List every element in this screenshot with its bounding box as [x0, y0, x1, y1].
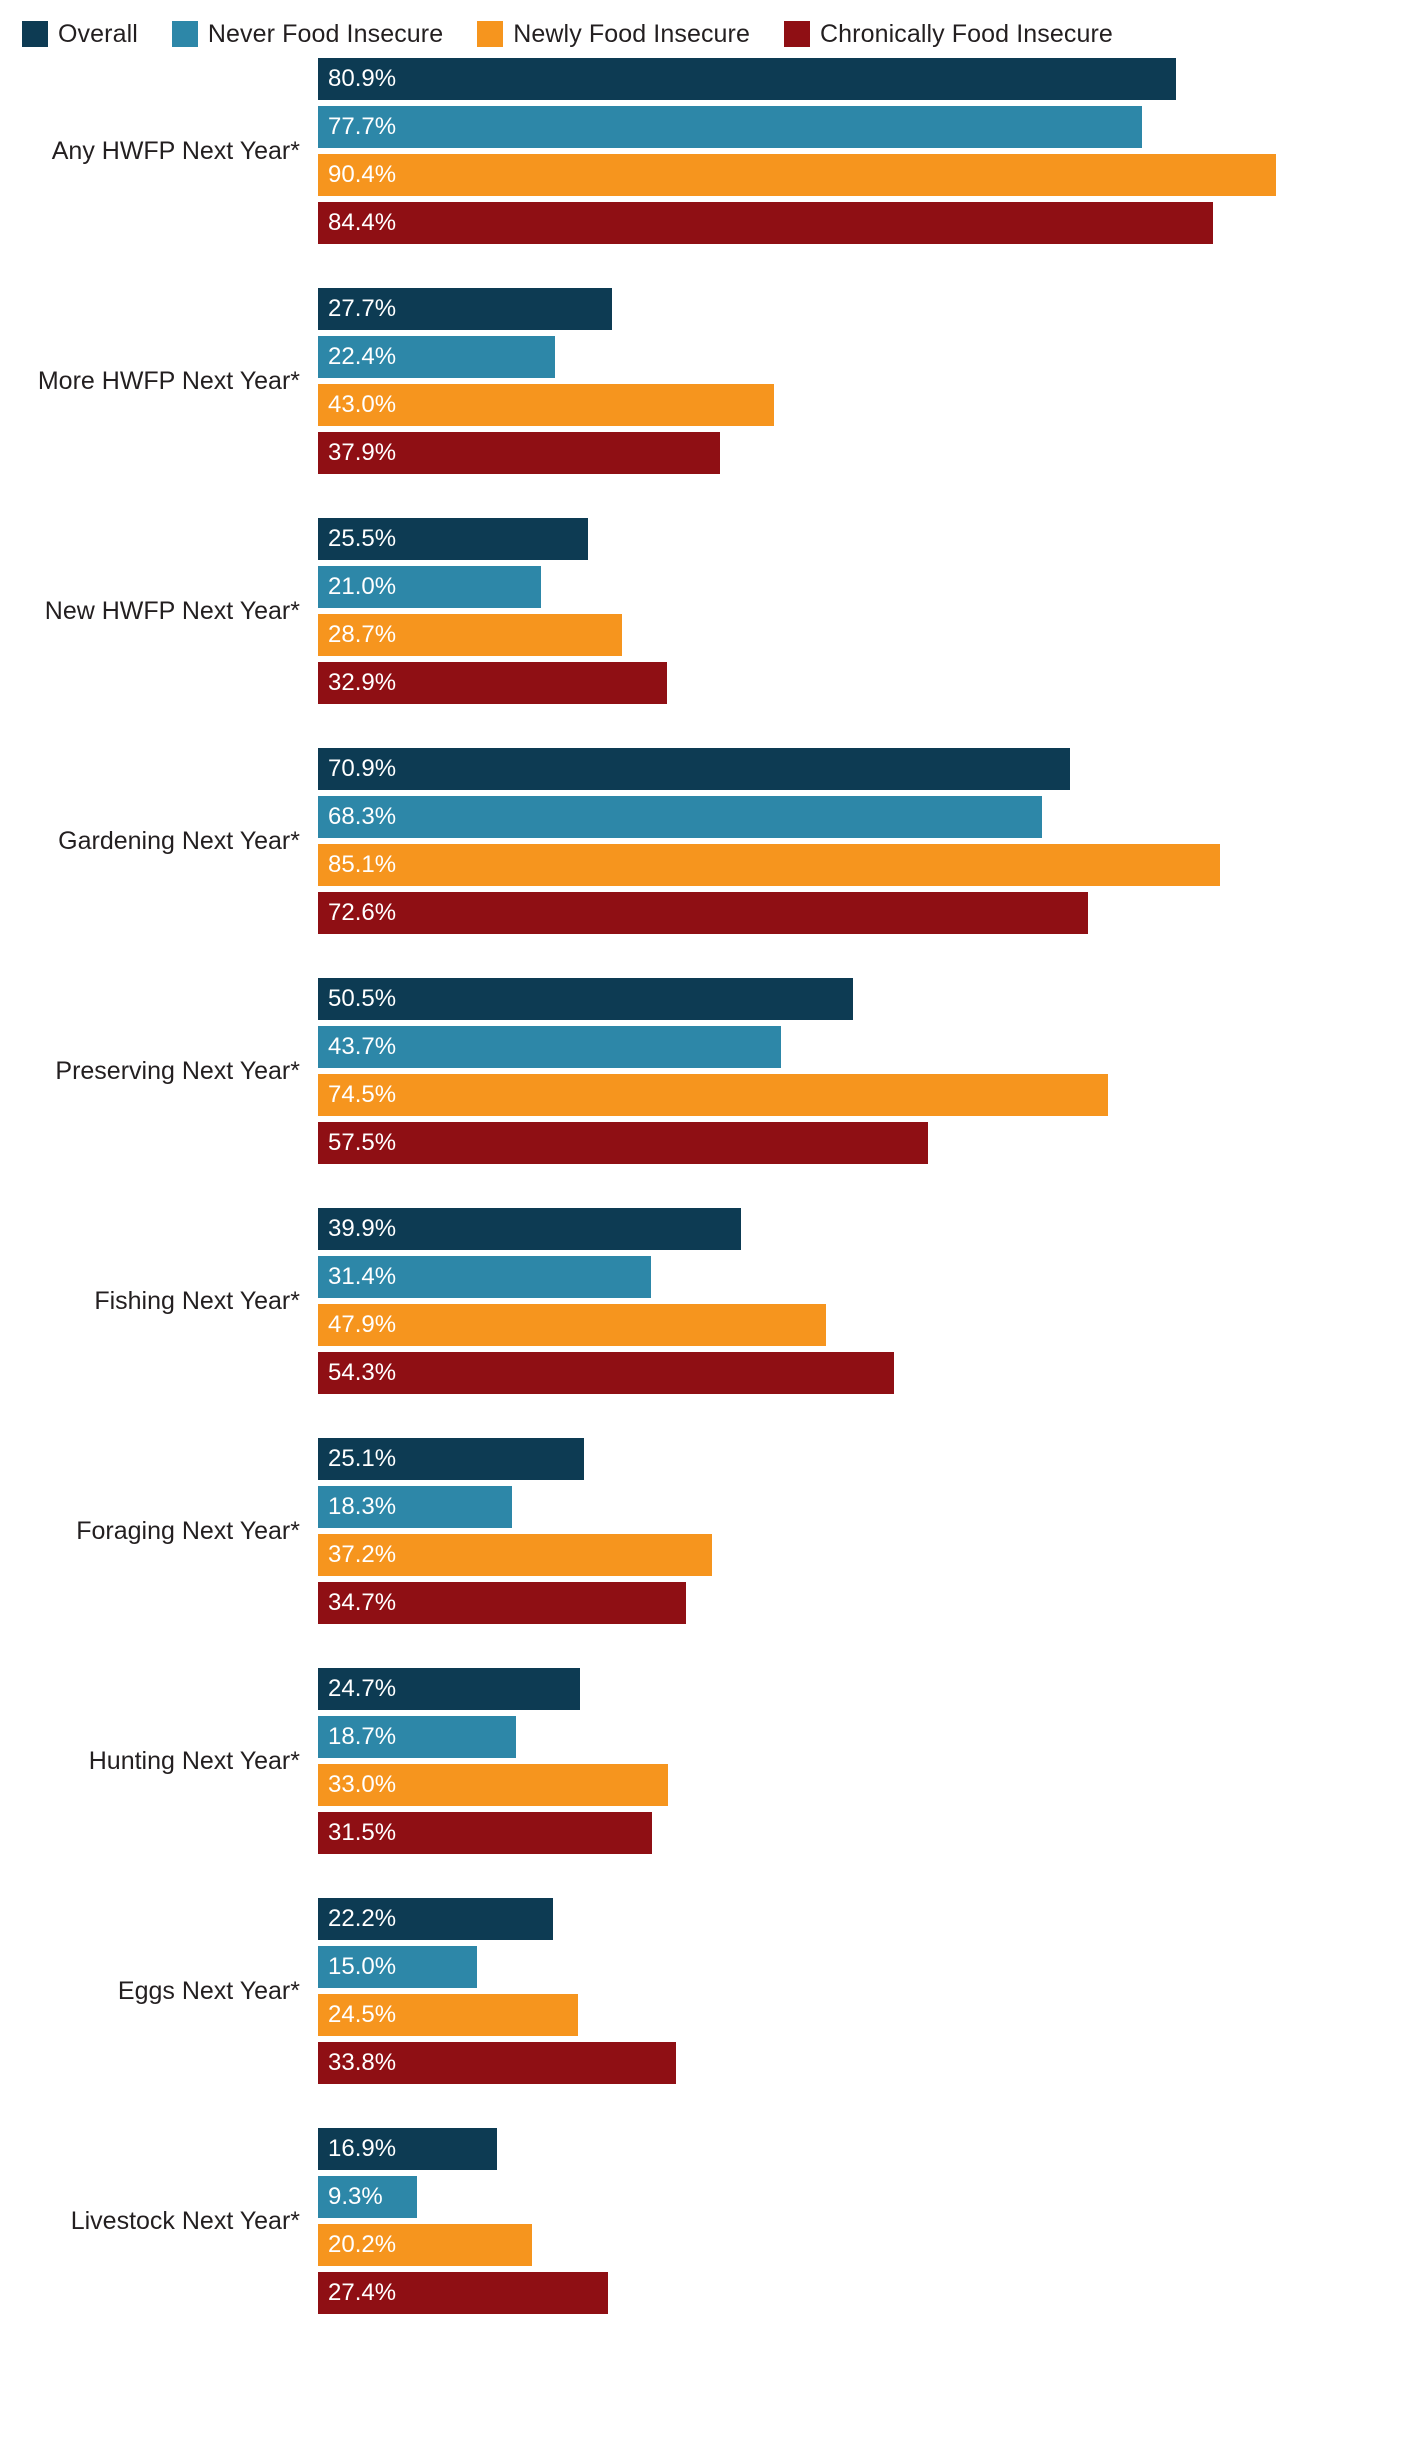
bar	[318, 2042, 676, 2084]
bar	[318, 106, 1142, 148]
chart-group	[0, 288, 1416, 474]
bar-value-label: 24.7%	[328, 1675, 397, 1702]
bar	[318, 432, 720, 474]
bar	[318, 566, 541, 608]
bar-value-label: 27.7%	[328, 295, 397, 322]
bar-row	[318, 106, 1416, 148]
bar-row	[318, 1026, 1416, 1068]
bar-value-label: 22.4%	[328, 343, 397, 370]
bar-row	[318, 336, 1416, 378]
bar-value-label: 27.4%	[328, 2279, 397, 2306]
bar-value-label: 77.7%	[328, 113, 397, 140]
bar-value-label: 24.5%	[328, 2001, 397, 2028]
chart-plot-area	[0, 58, 1416, 2314]
bar	[318, 1994, 578, 2036]
bar-row	[318, 1946, 1416, 1988]
bar-stack	[318, 1898, 1416, 2084]
bar-row	[318, 518, 1416, 560]
chart-group	[0, 2128, 1416, 2314]
bar-row	[318, 1534, 1416, 1576]
bar-row	[318, 58, 1416, 100]
bar	[318, 1668, 580, 1710]
bar	[318, 384, 774, 426]
bar	[318, 1812, 652, 1854]
category-label: Preserving Next Year*	[55, 1057, 300, 1085]
bar-row	[318, 1486, 1416, 1528]
bar-row	[318, 566, 1416, 608]
chart-group	[0, 518, 1416, 704]
bar-value-label: 33.8%	[328, 2049, 397, 2076]
bar-row	[318, 1668, 1416, 1710]
bar	[318, 58, 1176, 100]
bar-row	[318, 1438, 1416, 1480]
legend-item	[172, 20, 443, 49]
bar	[318, 1486, 512, 1528]
bar-value-label: 20.2%	[328, 2231, 397, 2258]
bar	[318, 1074, 1108, 1116]
bar-value-label: 39.9%	[328, 1215, 397, 1242]
bar-value-label: 9.3%	[328, 2183, 383, 2210]
bar-stack	[318, 1438, 1416, 1624]
bar	[318, 518, 588, 560]
bar-stack	[318, 58, 1416, 244]
group-spacer	[0, 474, 1416, 518]
bar	[318, 978, 853, 1020]
bar-value-label: 68.3%	[328, 803, 397, 830]
bar-value-label: 43.0%	[328, 391, 397, 418]
bar-value-label: 72.6%	[328, 899, 397, 926]
chart-group	[0, 978, 1416, 1164]
bar-stack	[318, 748, 1416, 934]
legend-item	[477, 20, 750, 49]
bar-row	[318, 1304, 1416, 1346]
bar-row	[318, 1994, 1416, 2036]
chart-group	[0, 1208, 1416, 1394]
bar-stack	[318, 518, 1416, 704]
bar	[318, 1946, 477, 1988]
bar-stack	[318, 1668, 1416, 1854]
bar-row	[318, 154, 1416, 196]
group-spacer	[0, 934, 1416, 978]
bar-row	[318, 1812, 1416, 1854]
bar-value-label: 28.7%	[328, 621, 397, 648]
bar	[318, 2224, 532, 2266]
bar-row	[318, 1898, 1416, 1940]
category-label: Foraging Next Year*	[76, 1517, 300, 1545]
bar-row	[318, 2224, 1416, 2266]
bar-value-label: 32.9%	[328, 669, 397, 696]
bar-value-label: 33.0%	[328, 1771, 397, 1798]
bar-value-label: 74.5%	[328, 1081, 397, 1108]
bar-row	[318, 748, 1416, 790]
chart-group	[0, 1668, 1416, 1854]
bar-stack	[318, 1208, 1416, 1394]
bar-value-label: 25.5%	[328, 525, 397, 552]
legend-item-label: Chronically Food Insecure	[819, 19, 1113, 48]
chart-group	[0, 1898, 1416, 2084]
bar-row	[318, 892, 1416, 934]
bar	[318, 202, 1213, 244]
bar	[318, 892, 1088, 934]
category-label: More HWFP Next Year*	[37, 367, 300, 395]
bar-value-label: 50.5%	[328, 985, 397, 1012]
legend-swatch-icon	[477, 21, 503, 47]
bar	[318, 336, 555, 378]
bar-value-label: 37.9%	[328, 439, 397, 466]
bar-value-label: 57.5%	[328, 1129, 397, 1156]
bar	[318, 1208, 741, 1250]
bar-value-label: 84.4%	[328, 209, 397, 236]
bar-row	[318, 1352, 1416, 1394]
bar	[318, 2128, 497, 2170]
bar	[318, 154, 1276, 196]
bar-row	[318, 1208, 1416, 1250]
bar-row	[318, 614, 1416, 656]
bar-value-label: 85.1%	[328, 851, 397, 878]
group-spacer	[0, 1624, 1416, 1668]
bar-row	[318, 2272, 1416, 2314]
bar-row	[318, 2176, 1416, 2218]
legend-item	[22, 20, 138, 49]
group-spacer	[0, 1394, 1416, 1438]
bar-value-label: 25.1%	[328, 1445, 397, 1472]
legend-item-label: Newly Food Insecure	[513, 19, 750, 48]
bar	[318, 1122, 928, 1164]
chart-legend	[0, 0, 1416, 46]
bar	[318, 1026, 781, 1068]
bar-row	[318, 384, 1416, 426]
bar	[318, 1764, 668, 1806]
category-label: Fishing Next Year*	[94, 1287, 300, 1315]
bar-row	[318, 1122, 1416, 1164]
bar-row	[318, 978, 1416, 1020]
bar	[318, 1534, 712, 1576]
bar-value-label: 80.9%	[328, 65, 397, 92]
group-spacer	[0, 244, 1416, 288]
bar	[318, 1352, 894, 1394]
legend-swatch-icon	[784, 21, 810, 47]
legend-item-label: Overall	[58, 19, 138, 48]
chart-group	[0, 748, 1416, 934]
bar-value-label: 16.9%	[328, 2135, 397, 2162]
bar	[318, 796, 1042, 838]
bar-row	[318, 2128, 1416, 2170]
bar-value-label: 54.3%	[328, 1359, 397, 1386]
bar-row	[318, 1582, 1416, 1624]
bar-row	[318, 1256, 1416, 1298]
bar	[318, 1716, 516, 1758]
bar	[318, 748, 1070, 790]
chart-group	[0, 58, 1416, 244]
bar-value-label: 70.9%	[328, 755, 397, 782]
bar	[318, 2272, 608, 2314]
group-spacer	[0, 1854, 1416, 1898]
bar-value-label: 31.4%	[328, 1263, 397, 1290]
bar	[318, 1582, 686, 1624]
group-spacer	[0, 2084, 1416, 2128]
bar	[318, 288, 612, 330]
category-label: Eggs Next Year*	[117, 1977, 300, 2005]
group-spacer	[0, 704, 1416, 748]
bar-value-label: 21.0%	[328, 573, 397, 600]
bar	[318, 662, 667, 704]
category-label: New HWFP Next Year*	[44, 597, 300, 625]
bar-value-label: 37.2%	[328, 1541, 397, 1568]
bar-value-label: 22.2%	[328, 1905, 397, 1932]
bar	[318, 2176, 417, 2218]
bar-stack	[318, 288, 1416, 474]
bar-row	[318, 844, 1416, 886]
bar-row	[318, 2042, 1416, 2084]
bar-row	[318, 662, 1416, 704]
bar-row	[318, 1764, 1416, 1806]
bar-value-label: 18.3%	[328, 1493, 397, 1520]
category-label: Hunting Next Year*	[88, 1747, 300, 1775]
bar-value-label: 43.7%	[328, 1033, 397, 1060]
bar-value-label: 15.0%	[328, 1953, 397, 1980]
legend-swatch-icon	[22, 21, 48, 47]
category-label: Gardening Next Year*	[58, 827, 300, 855]
bar	[318, 1256, 651, 1298]
bar	[318, 1898, 553, 1940]
category-label: Livestock Next Year*	[70, 2207, 300, 2235]
bar-row	[318, 796, 1416, 838]
legend-item	[784, 20, 1113, 49]
bar-value-label: 31.5%	[328, 1819, 397, 1846]
chart-group	[0, 1438, 1416, 1624]
bar	[318, 844, 1220, 886]
bar-row	[318, 288, 1416, 330]
group-spacer	[0, 1164, 1416, 1208]
bar	[318, 614, 622, 656]
bar-value-label: 34.7%	[328, 1589, 397, 1616]
legend-swatch-icon	[172, 21, 198, 47]
bar-stack	[318, 978, 1416, 1164]
bar-row	[318, 1716, 1416, 1758]
bar	[318, 1304, 826, 1346]
bar-stack	[318, 2128, 1416, 2314]
category-label: Any HWFP Next Year*	[51, 137, 300, 165]
bar-row	[318, 432, 1416, 474]
bar-row	[318, 202, 1416, 244]
bar-value-label: 47.9%	[328, 1311, 397, 1338]
legend-item-label: Never Food Insecure	[207, 19, 444, 48]
bar-row	[318, 1074, 1416, 1116]
bar-value-label: 18.7%	[328, 1723, 397, 1750]
bar	[318, 1438, 584, 1480]
bar-value-label: 90.4%	[328, 161, 397, 188]
